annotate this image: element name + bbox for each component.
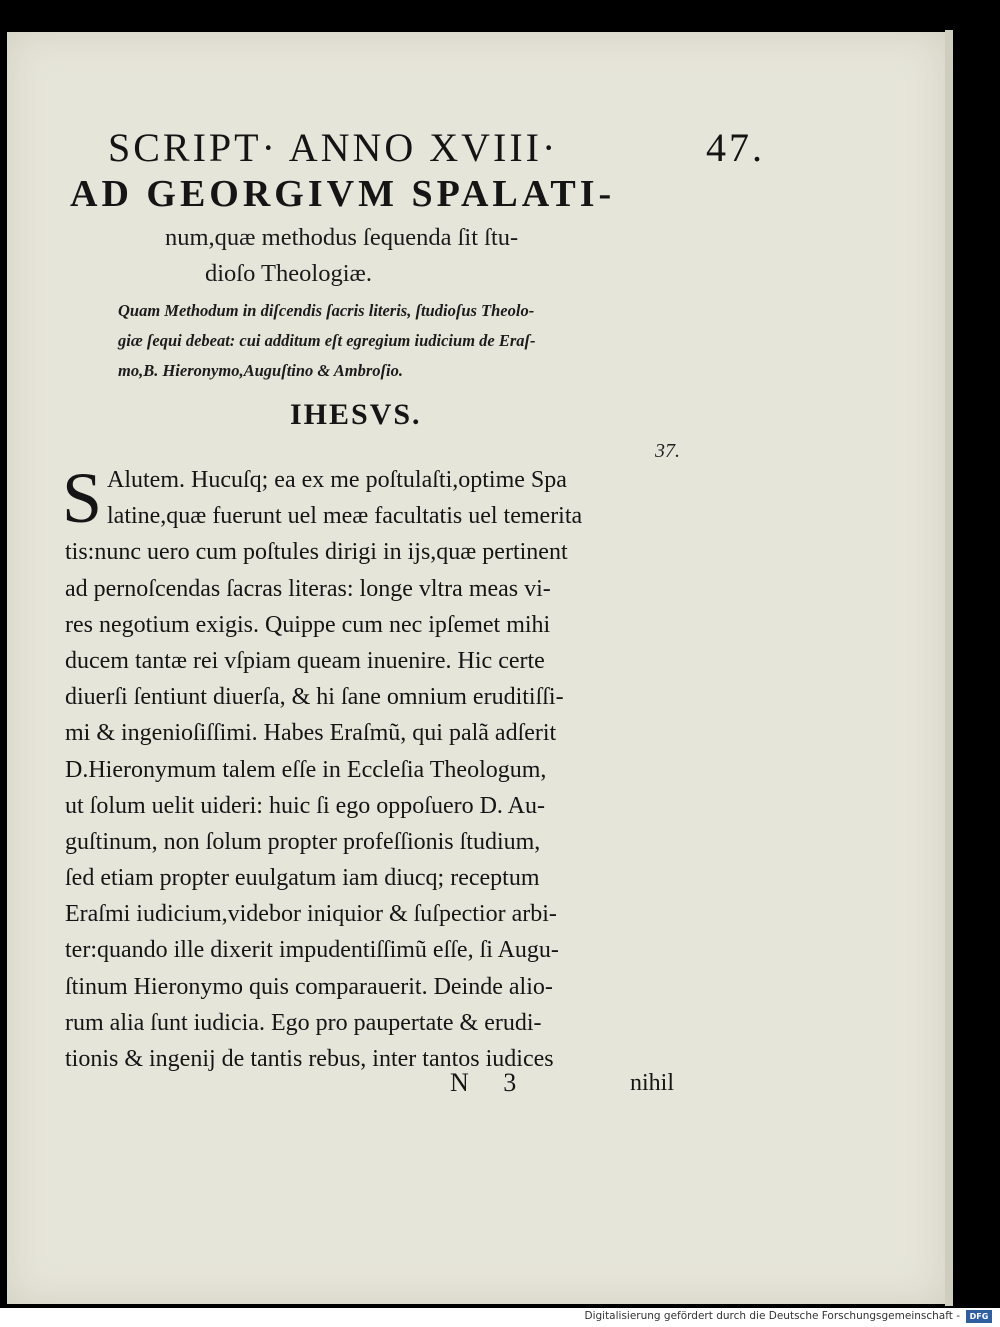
body-line: ut ſolum uelit uideri: huic ſi ego oppoſuero D. Au- xyxy=(65,792,545,819)
running-head-text: SCRIPT· ANNO XVIII· xyxy=(108,125,559,170)
letter-body xyxy=(65,462,705,1077)
subtitle-line: dioſo Theologiæ. xyxy=(205,260,372,287)
body-line: Eraſmi iudicium,videbor iniquior & ſuſpectior arbi- xyxy=(65,901,557,928)
body-line: guſtinum, non ſolum propter profeſſionis ſtudium, xyxy=(65,828,541,855)
body-line: ter:quando ille dixerit impudentiſſimũ eſſe, ſi Augu- xyxy=(65,937,559,964)
marginal-note: 37. xyxy=(655,440,680,462)
running-head xyxy=(108,124,788,174)
body-line: res negotium exigis. Quippe cum nec ipſemet mihi xyxy=(65,611,551,638)
body-line: ducem tantæ rei vſpiam queam inuenire. Hic certe xyxy=(65,647,545,674)
body-line: ſed etiam propter euulgatum iam diucq; receptum xyxy=(65,865,540,892)
catchword: nihil xyxy=(630,1070,675,1096)
body-line: rum alia ſunt iudicia. Ego pro paupertate & erudi- xyxy=(65,1009,542,1036)
letter-summary xyxy=(118,296,658,386)
dfg-logo[interactable]: DFG xyxy=(966,1310,992,1323)
drop-cap: S xyxy=(62,458,103,538)
signature-mark: N 3 xyxy=(450,1068,531,1097)
invocation-heading: IHESVS. xyxy=(290,398,422,431)
body-line: ſtinum Hieronymo quis comparauerit. Deinde alio- xyxy=(65,973,553,1000)
page-edge xyxy=(945,30,953,1306)
footer-bar xyxy=(0,1308,1000,1327)
page-number: 47. xyxy=(706,125,765,170)
body-line: D.Hieronymum talem eſſe in Eccleſia Theologum, xyxy=(65,756,547,783)
body-line: latine,quæ fuerunt uel meæ facultatis uel temerita xyxy=(107,503,583,530)
letter-subtitle xyxy=(165,220,685,292)
summary-line: mo,B. Hieronymo,Auguſtino & Ambroſio. xyxy=(118,361,403,380)
summary-line: Quam Methodum in diſcendis ſacris literis, ſtudioſus Theolo- xyxy=(118,301,535,320)
summary-line: giæ ſequi debeat: cui additum eſt egregium iudicium de Eraſ- xyxy=(118,331,536,350)
body-line: ad pernoſcendas ſacras literas: longe vltra meas vi- xyxy=(65,575,551,602)
footer-credit: Digitalisierung gefördert durch die Deutsche Forschungsgemeinschaft - xyxy=(584,1310,960,1322)
body-line: diuerſi ſentiunt diuerſa, & hi ſane omnium eruditiſſi- xyxy=(65,684,564,711)
body-line: tionis & ingenij de tantis rebus, inter tantos iudices xyxy=(65,1046,554,1072)
body-line: tis:nunc uero cum poſtules dirigi in ijs,quæ pertinent xyxy=(65,539,568,566)
subtitle-line: num,quæ methodus ſequenda ſit ſtu- xyxy=(165,224,519,251)
body-line: Alutem. Hucuſq; ea ex me poſtulaſti,optime Spa xyxy=(107,467,567,493)
letter-title: AD GEORGIVM SPALATI- xyxy=(70,173,616,215)
body-line: mi & ingenioſiſſimi. Habes Eraſmũ, qui palã adſerit xyxy=(65,720,557,747)
